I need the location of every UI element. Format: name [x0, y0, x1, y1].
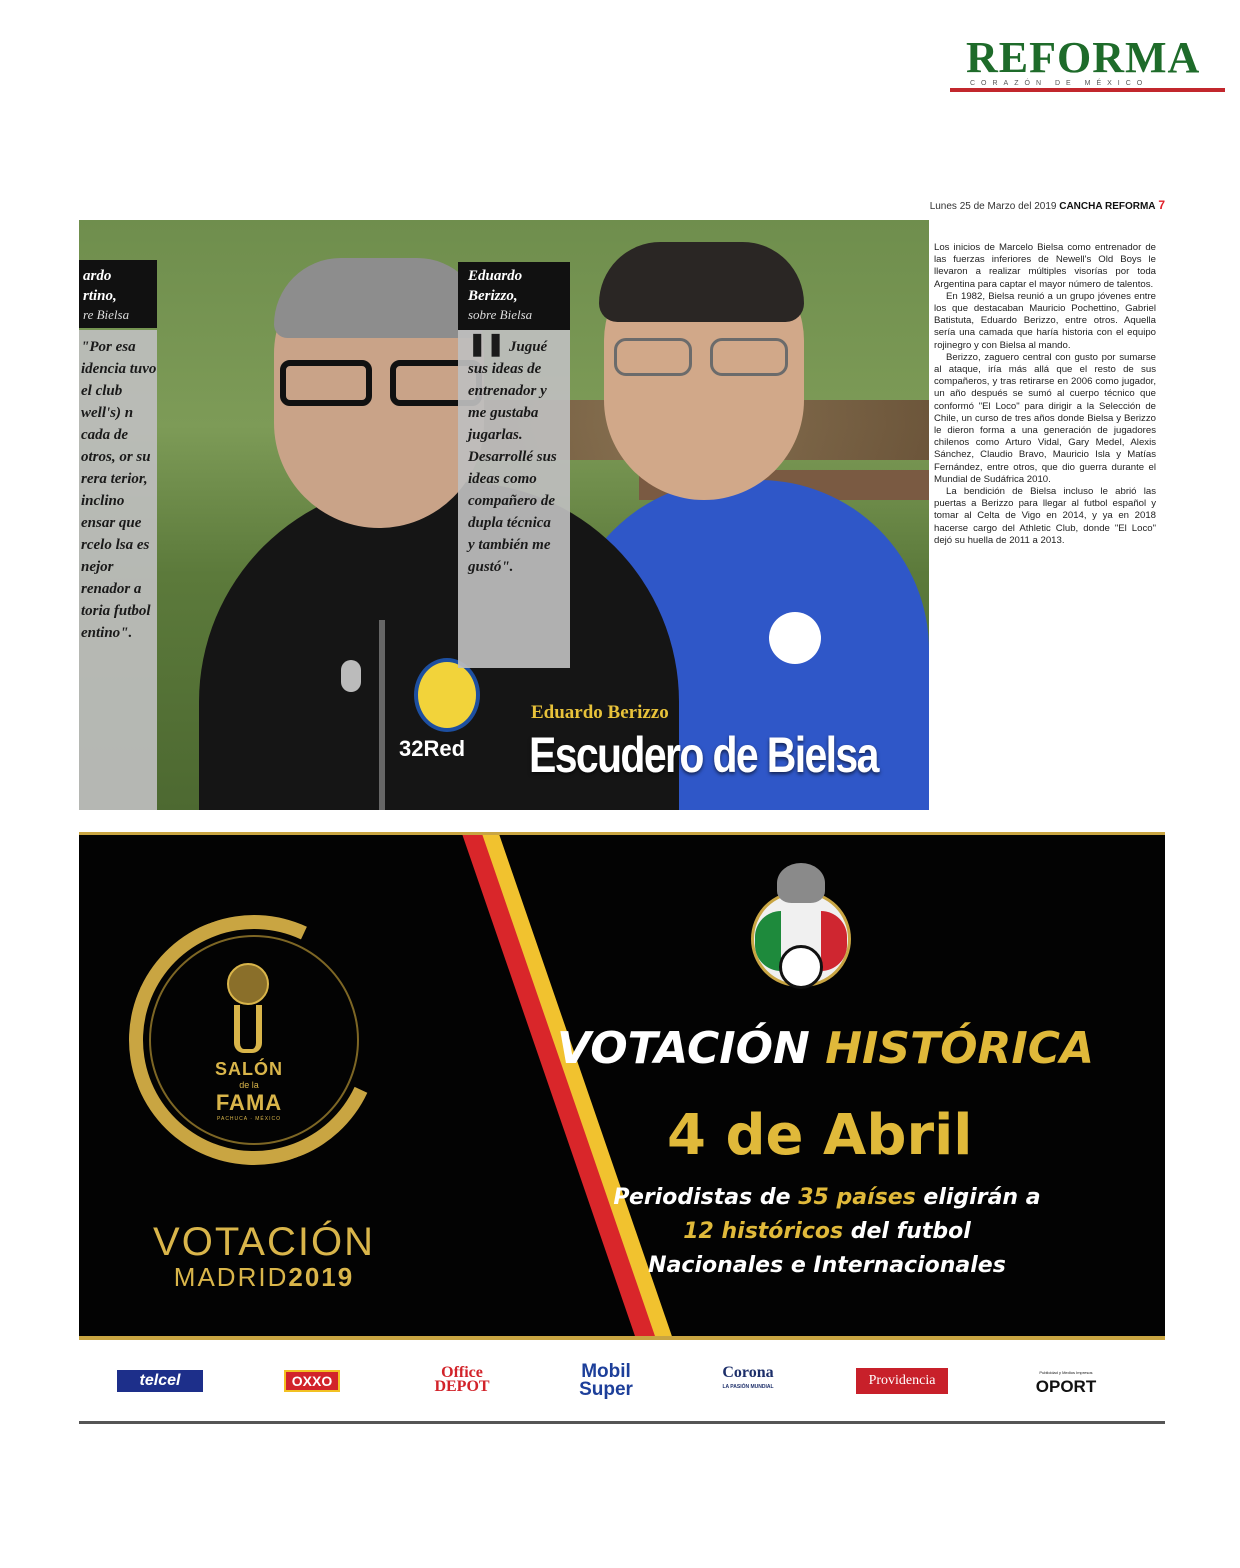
folio-section: CANCHA REFORMA [1059, 201, 1156, 212]
ad-line3: Nacionales e Internacionales [648, 1253, 1006, 1278]
corona-logo [713, 1364, 783, 1396]
quote-right-sub: sobre Bielsa [468, 307, 533, 322]
telcel-logo: telcel [117, 1370, 203, 1392]
jacket-sponsor: 32Red [399, 736, 466, 761]
quote-left-header [79, 260, 157, 328]
ad-description [567, 1181, 1087, 1283]
body-paragraph: Berizzo, zaguero central con gusto por sumarse al ataque, iría más allá que el resto de sus compañeros, y tras retirarse en 2006 como jugador, un año después se sumó al cuerpo técnico que conformó "El Loco" para dirigir a la Selección de Chile, un curso de tres años donde Bielsa y Berizzo le dieron forma a una generación de jugadores chilenos como Arturo Vidal, Gary Medel, Alexis Sánchez, Claudio Bravo, Mauricio Isla y Matías Fernández, entre otros, que dio guerra durante el Mundial de Sudáfrica 2010. [934, 351, 1156, 485]
salon-label: SALÓN [215, 1059, 283, 1079]
oport-sub: Publicidad y Medios Impresos [1039, 1370, 1093, 1375]
super-label: Super [579, 1379, 633, 1400]
quote-right-name: Eduardo [468, 268, 523, 284]
ad-line2-b: del futbol [850, 1219, 971, 1244]
ad-title [557, 1023, 1094, 1074]
quote-left-sub: re Bielsa [83, 307, 130, 322]
body-paragraph: En 1982, Bielsa reunió a un grupo jóvenes entre los que destacaban Mauricio Pochettino, Gabriel Batistuta, Eduardo Berizzo, entre otros. Aquella sería una camada que haría historia con el equipo rojinegro y con Bielsa al mando. [934, 290, 1156, 351]
oport-logo [1023, 1364, 1109, 1396]
article-body [934, 242, 1156, 547]
bielsa-hair [274, 258, 484, 338]
headline-kicker: Eduardo Berizzo [531, 702, 669, 723]
trophy-icon [234, 1005, 262, 1053]
ad-bottom-rule [79, 1336, 1165, 1340]
quote-right-body [458, 330, 570, 668]
salon-location: PACHUCA · MÉXICO [217, 1116, 281, 1122]
ad-line1-b: eligirán a [923, 1185, 1041, 1210]
leeds-crest-icon [414, 658, 480, 732]
oxxo-logo: OXXO [284, 1370, 340, 1392]
jacket-badge-icon [341, 660, 361, 692]
sponsor-strip [79, 1342, 1165, 1424]
body-paragraph: La bendición de Bielsa incluso le abrió las puertas a Berizzo para llegar al futbol español y tomar al Celta de Vigo en 2014, y ya en 2018 hacerse cargo del Athletic Club, donde "El Loco" dejó su huella de 2011 a 2013. [934, 486, 1156, 546]
quote-right-text: Jugué sus ideas de entrenador y me gustaba jugarlas. Desarrollé sus ideas como compañero de dupla técnica y también me gustó". [468, 339, 557, 575]
hall-of-fame-ad [79, 832, 1165, 1340]
ad-line1-gold: 35 países [798, 1185, 916, 1210]
reforma-logo [950, 22, 1225, 94]
votacion-label: VOTACIÓN [153, 1220, 375, 1264]
quote-right-header [458, 262, 570, 330]
berizzo-glasses-icon [614, 338, 794, 378]
quote-left-text: "Por esa idencia tuvo el club well's) n cada de otros, or su rera terior, inclino ensar que rcelo lsa es nejor renador a toria futbol entino". [79, 330, 157, 810]
salon-fama-logo [179, 1059, 319, 1122]
quote-left-name2: rtino, [83, 288, 117, 304]
mobil-super-logo [575, 1360, 637, 1402]
ad-line2-gold: 12 históricos [683, 1219, 844, 1244]
depot-label: DEPOT [434, 1378, 490, 1395]
ad-date: 4 de Abril [667, 1103, 973, 1168]
headline-title: Escudero de Bielsa [529, 727, 878, 783]
fmf-crest-icon [747, 863, 855, 989]
oport-label: OPORT [1035, 1377, 1097, 1396]
page-folio [930, 198, 1165, 212]
paraguay-crest-icon [769, 612, 821, 664]
newspaper-page [79, 196, 1165, 1424]
logo-underline [950, 88, 1225, 92]
ad-title-white: VOTACIÓN [557, 1023, 810, 1074]
quote-right-name2: Berizzo, [468, 288, 518, 304]
corona-sub: LA PASIÓN MUNDIAL [722, 1384, 774, 1390]
folio-page-number: 7 [1158, 198, 1165, 212]
fama-label: FAMA [215, 1090, 283, 1115]
ad-title-gold: HISTÓRICA [825, 1023, 1095, 1074]
berizzo-hair [599, 242, 804, 322]
quote-mark-icon: ❚❚ [468, 331, 505, 356]
logo-tagline: CORAZÓN DE MÉXICO [970, 80, 1149, 87]
votacion-madrid-logo [149, 1221, 379, 1291]
ad-line1-a: Periodistas de [613, 1185, 791, 1210]
salon-delala: de la [239, 1080, 259, 1090]
body-paragraph: Los inicios de Marcelo Bielsa como entrenador de las fuerzas inferiores de Newell's Old Boys le llevaron a realizar múltiples visorías por toda Argentina para captar el mayor número de talentos. [934, 242, 1156, 290]
article-photo [79, 220, 929, 810]
trophy-ball-icon [227, 963, 269, 1005]
madrid-label: MADRID [173, 1262, 289, 1292]
office-depot-logo [431, 1364, 493, 1396]
folio-date: Lunes 25 de Marzo del 2019 [929, 201, 1057, 212]
year-label: 2019 [288, 1262, 355, 1292]
quote-left-name: ardo [83, 268, 112, 284]
jacket-zipper [379, 620, 385, 810]
office-label: Office [441, 1364, 483, 1381]
corona-label: Corona [722, 1364, 774, 1381]
logo-wordmark: REFORMA [966, 33, 1201, 82]
mobil-label: Mobil [581, 1361, 631, 1382]
providencia-logo: Providencia [856, 1368, 948, 1394]
